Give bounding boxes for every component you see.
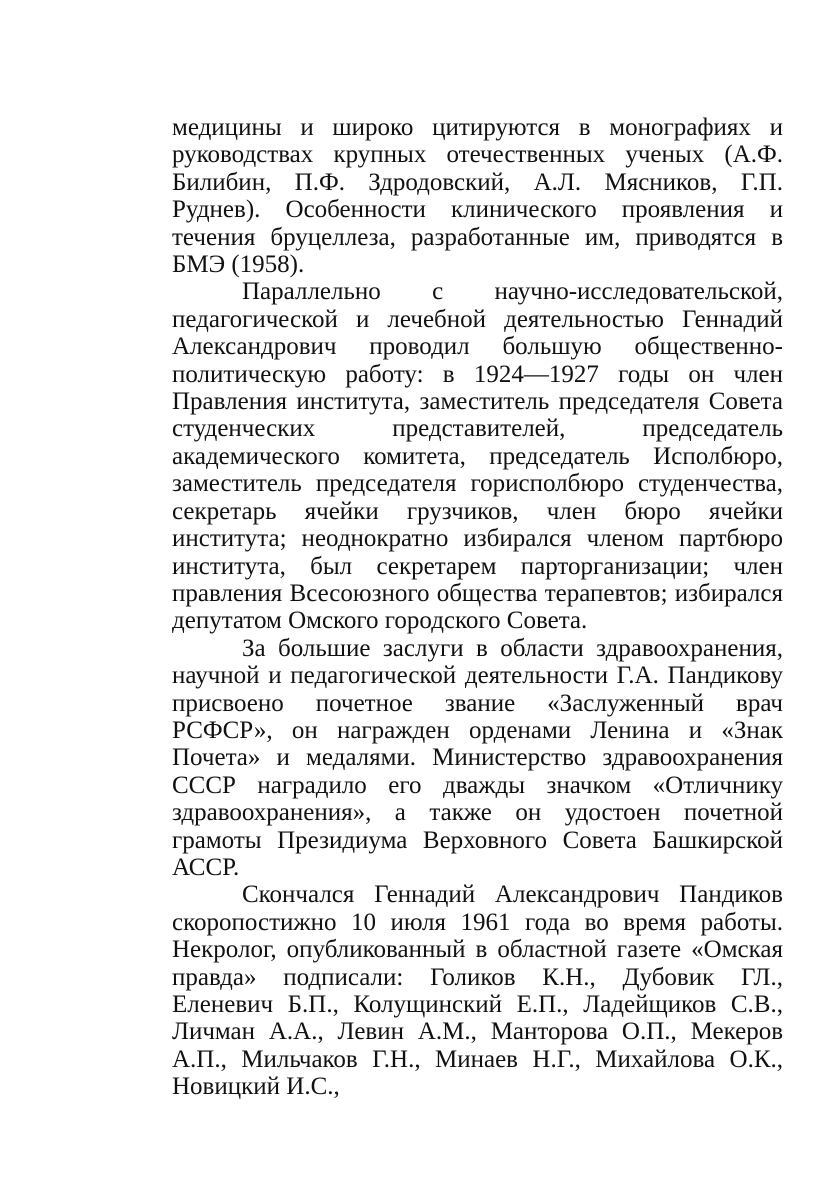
paragraph-public-work: Параллельно с научно-исследовательской, педагогической и лечебной деятельностью Геннадий Александрович проводил большую общественно-политическую работу: в 1924—1927 годы он член Правления института, заместитель председателя Совета студенческих представителей, председатель академического комитета, председатель Исполбюро, заместитель председателя горисполбюро студенчества, секретарь ячейки грузчиков, член бюро ячейки института; неоднократно избирался членом партбюро института, был секретарем парторганизации; член правления Всесоюзного общества терапевтов; избирался депутатом Омского городского Совета. xyxy=(172,278,783,635)
body-text xyxy=(172,114,783,1101)
paragraph-awards: За большие заслуги в области здравоохранения, научной и педагогической деятельности Г.А. Пандикову присвоено почетное звание «Заслуженный врач РСФСР», он награжден орденами Ленина и «Знак Почета» и медалями. Министерство здравоохранения СССР наградило его дважды значком «Отличнику здравоохранения», а также он удостоен почетной грамоты Президиума Верховного Совета Башкирской АССР. xyxy=(172,634,783,881)
paragraph-obituary: Скончался Геннадий Александрович Пандиков скоропостижно 10 июля 1961 года во время работы. Некролог, опубликованный в областной газете «Омская правда» подписали: Голиков К.Н., Дубовик ГЛ., Еленевич Б.П., Колущинский Е.П., Ладейщиков С.В., Личман А.А., Левин А.М., Манторова О.П., Мекеров А.П., Мильчаков Г.Н., Минаев Н.Г., Михайлова О.К., Новицкий И.С., xyxy=(172,881,783,1101)
paragraph-continuation: медицины и широко цитируются в монографиях и руководствах крупных отечественных ученых (А.Ф. Билибин, П.Ф. Здродовский, А.Л. Мясников, Г.П. Руднев). Особенности клинического проявления и течения бруцеллеза, разработанные им, приводятся в БМЭ (1958). xyxy=(172,114,783,279)
